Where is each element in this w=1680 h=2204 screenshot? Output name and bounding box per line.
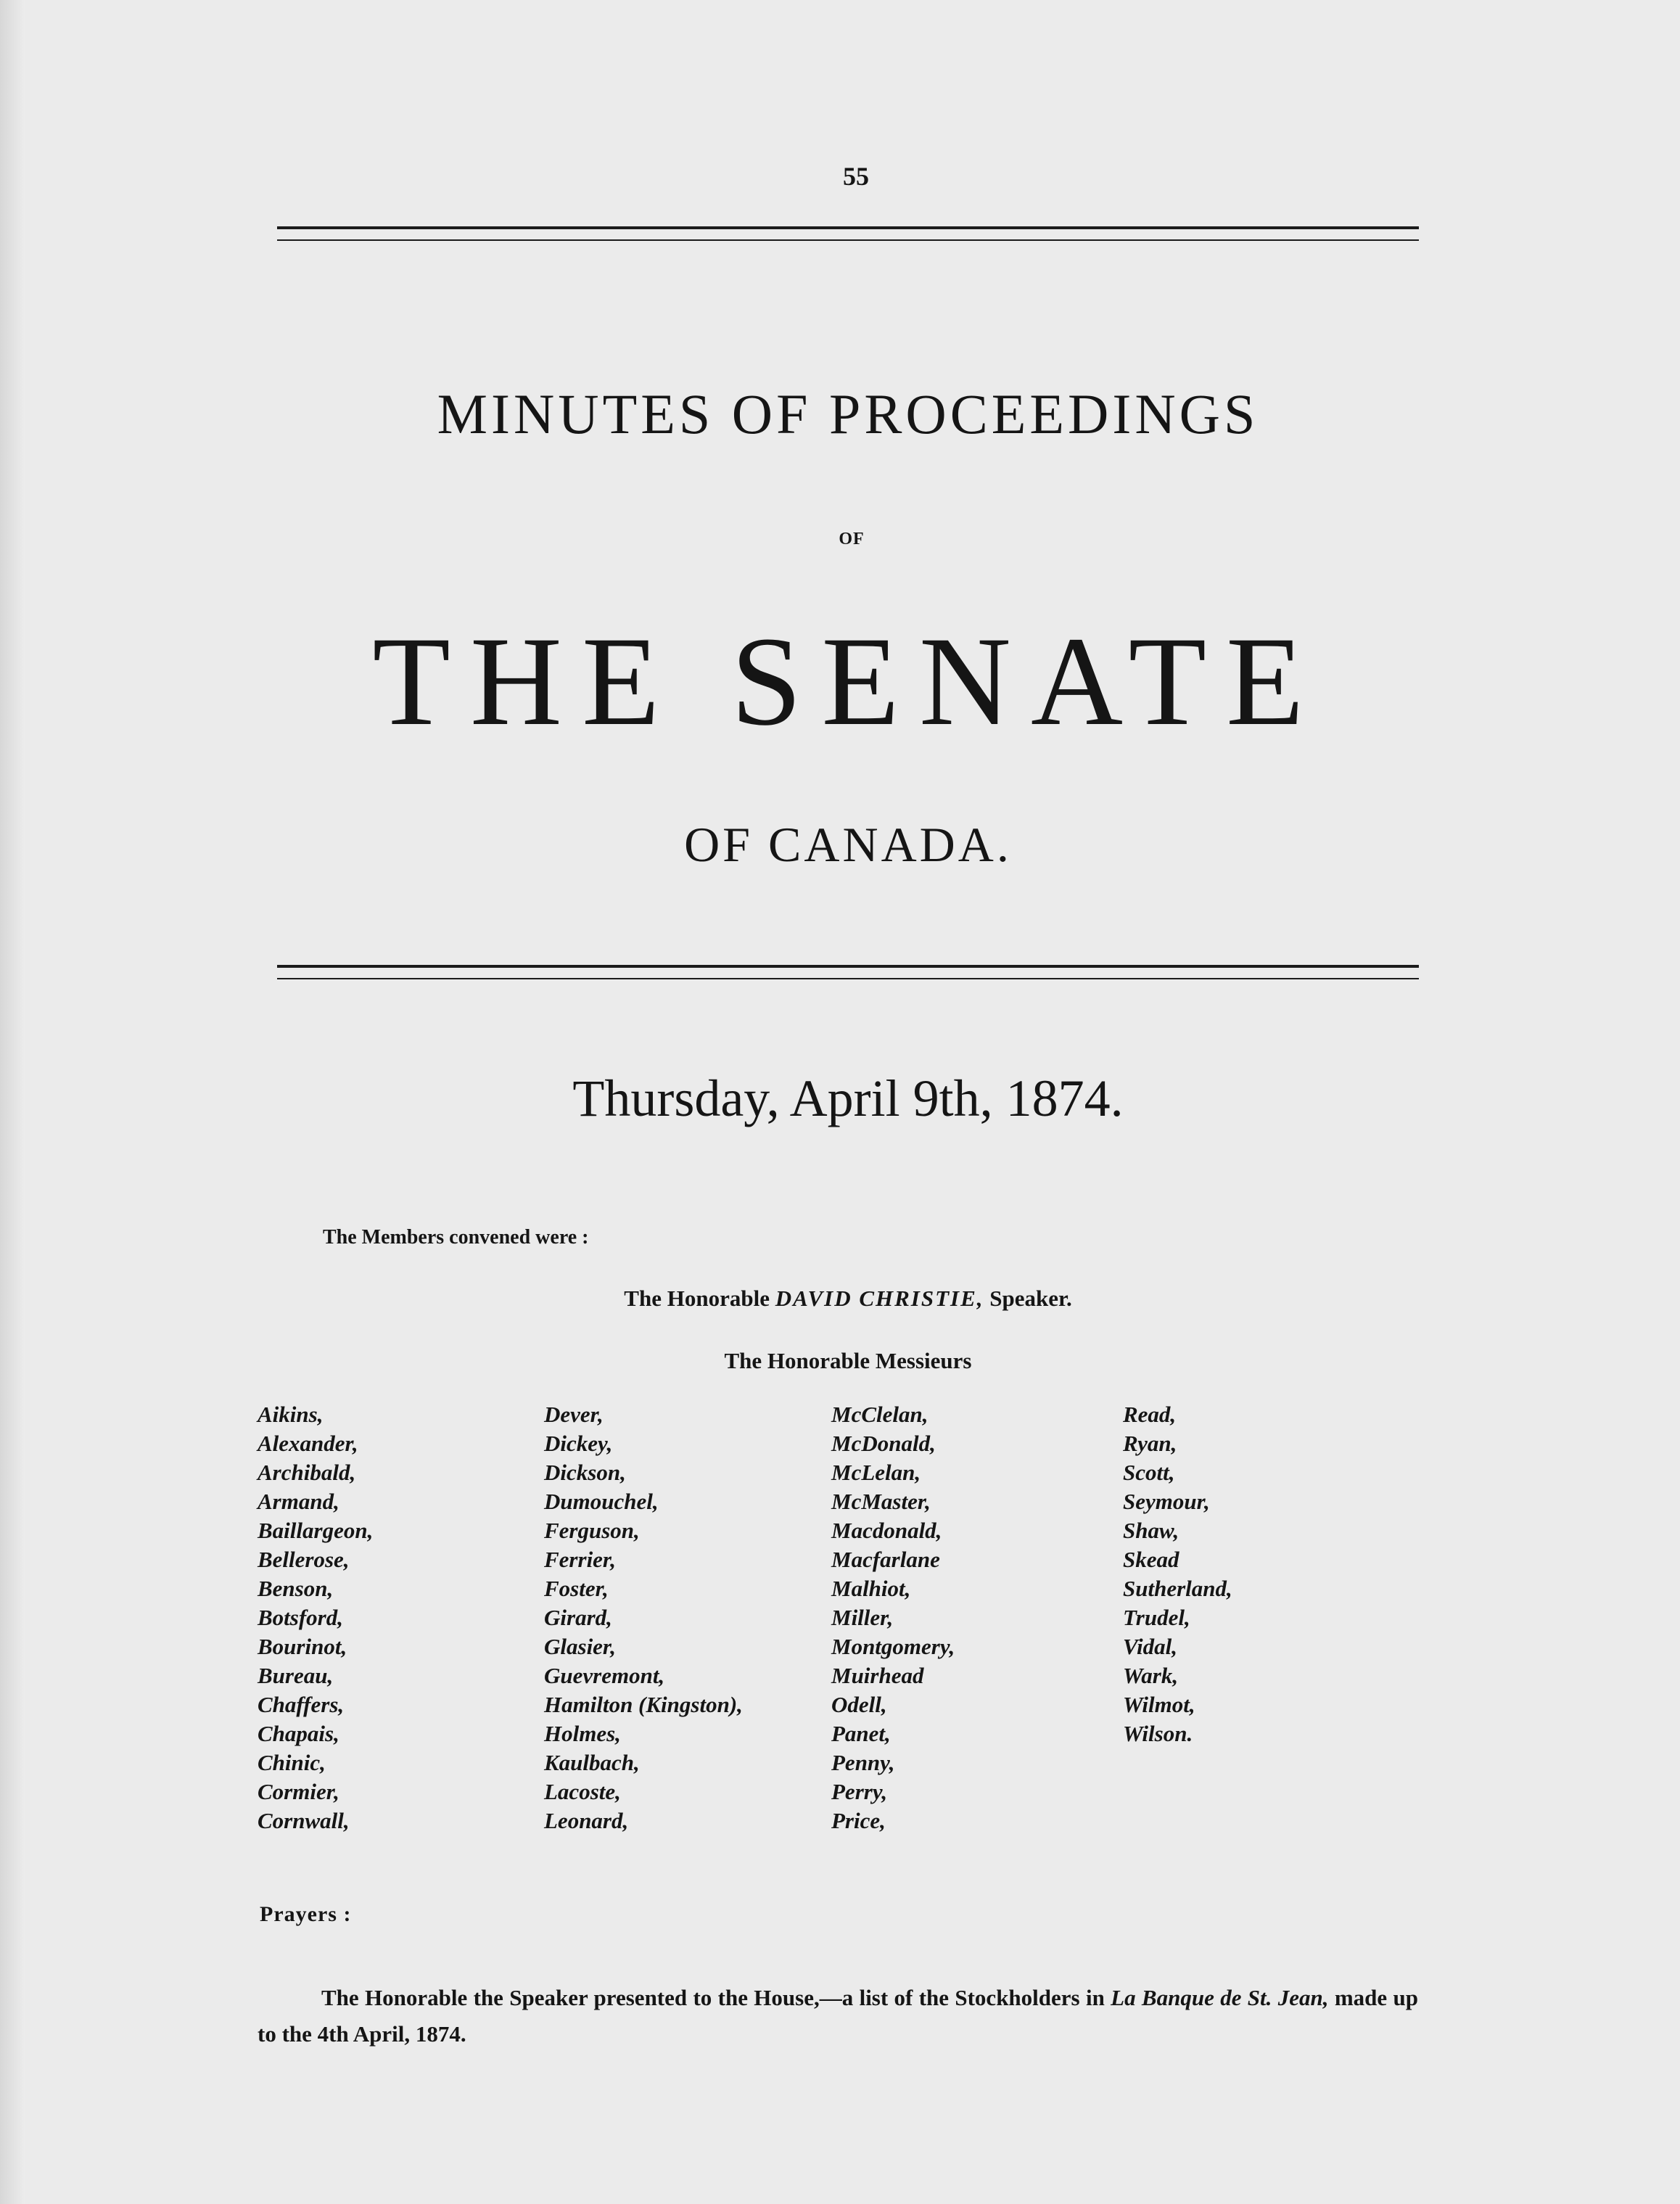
stockholders-paragraph	[258, 1980, 1418, 2052]
bottom-double-rule	[277, 965, 1419, 979]
member-name: Lacoste,	[544, 1779, 621, 1804]
honorable-messieurs-label: The Honorable Messieurs	[724, 1348, 972, 1373]
title-of: OF	[839, 530, 865, 548]
speaker-prefix: The Honorable	[624, 1286, 770, 1311]
bank-name: La Banque de St. Jean,	[1111, 1985, 1329, 2010]
member-name: Leonard,	[544, 1808, 629, 1833]
members-convened-label: The Members convened were :	[323, 1226, 589, 1249]
member-name: Baillargeon,	[258, 1518, 374, 1543]
speaker-line	[277, 1286, 1419, 1312]
title-minutes-of-proceedings: MINUTES OF PROCEEDINGS	[437, 382, 1259, 445]
member-name: Malhiot,	[831, 1576, 911, 1601]
meeting-date: Thursday, April 9th, 1874.	[572, 1069, 1124, 1127]
member-name: Chinic,	[258, 1750, 326, 1775]
member-name: Skead	[1123, 1547, 1179, 1572]
member-name: Dever,	[544, 1402, 604, 1427]
member-name: McDonald,	[831, 1431, 936, 1456]
member-name: Ferguson,	[544, 1518, 640, 1543]
member-name: Penny,	[831, 1750, 895, 1775]
member-column-4	[1123, 1400, 1232, 1748]
title-the-senate: THE SENATE	[372, 611, 1324, 752]
member-name: Cormier,	[258, 1779, 339, 1804]
speaker-name: DAVID CHRISTIE,	[775, 1286, 984, 1311]
member-column-1	[258, 1400, 373, 1835]
member-name: Holmes,	[544, 1721, 621, 1746]
member-name: McClelan,	[831, 1402, 928, 1427]
member-name: Bourinot,	[258, 1634, 347, 1659]
title-of-canada: OF CANADA.	[684, 817, 1012, 872]
prayers-heading: Prayers :	[260, 1902, 352, 1926]
member-name: Chapais,	[258, 1721, 339, 1746]
member-name: Bellerose,	[258, 1547, 350, 1572]
member-name: Wilmot,	[1123, 1692, 1195, 1717]
member-name: Shaw,	[1123, 1518, 1179, 1543]
member-name: Girard,	[544, 1605, 612, 1630]
member-name: Muirhead	[831, 1663, 924, 1688]
paragraph-end: made up to the 4th April, 1874.	[258, 1985, 1418, 2047]
member-name: McMaster,	[831, 1489, 931, 1514]
member-name: Dickey,	[544, 1431, 613, 1456]
member-column-3	[831, 1400, 955, 1835]
member-name: Alexander,	[258, 1431, 358, 1456]
member-name: Cornwall,	[258, 1808, 350, 1833]
member-name: Kaulbach,	[544, 1750, 640, 1775]
member-name: Trudel,	[1123, 1605, 1190, 1630]
member-name: Read,	[1123, 1402, 1177, 1427]
member-name: Benson,	[258, 1576, 334, 1601]
member-name: Vidal,	[1123, 1634, 1177, 1659]
paragraph-start: The Honorable the Speaker presented to the House,—a list of the Stockholders in	[321, 1985, 1111, 2010]
member-name: Perry,	[831, 1779, 888, 1804]
member-name: Chaffers,	[258, 1692, 345, 1717]
speaker-title: Speaker.	[989, 1286, 1072, 1311]
member-name: Sutherland,	[1123, 1576, 1232, 1601]
member-name: Price,	[831, 1808, 886, 1833]
member-name: McLelan,	[831, 1460, 921, 1485]
top-double-rule	[277, 226, 1419, 241]
member-name: Ryan,	[1123, 1431, 1177, 1456]
member-name: Scott,	[1123, 1460, 1175, 1485]
member-name: Aikins,	[258, 1402, 324, 1427]
member-name: Archibald,	[258, 1460, 356, 1485]
member-name: Hamilton (Kingston),	[544, 1692, 743, 1717]
member-name: Dumouchel,	[544, 1489, 659, 1514]
member-name: Montgomery,	[831, 1634, 955, 1659]
member-name: Dickson,	[544, 1460, 626, 1485]
page-number: 55	[843, 162, 869, 191]
member-name: Wilson.	[1123, 1721, 1193, 1746]
member-name: Macfarlane	[831, 1547, 940, 1572]
member-name: Seymour,	[1123, 1489, 1210, 1514]
member-name: Botsford,	[258, 1605, 343, 1630]
member-name: Ferrier,	[544, 1547, 617, 1572]
member-name: Foster,	[544, 1576, 609, 1601]
member-name: Odell,	[831, 1692, 887, 1717]
member-name: Glasier,	[544, 1634, 617, 1659]
member-column-2	[544, 1400, 743, 1835]
member-name: Guevremont,	[544, 1663, 665, 1688]
member-name: Macdonald,	[831, 1518, 942, 1543]
member-name: Wark,	[1123, 1663, 1179, 1688]
member-name: Armand,	[258, 1489, 339, 1514]
member-name: Bureau,	[258, 1663, 334, 1688]
member-name: Miller,	[831, 1605, 894, 1630]
member-name: Panet,	[831, 1721, 891, 1746]
